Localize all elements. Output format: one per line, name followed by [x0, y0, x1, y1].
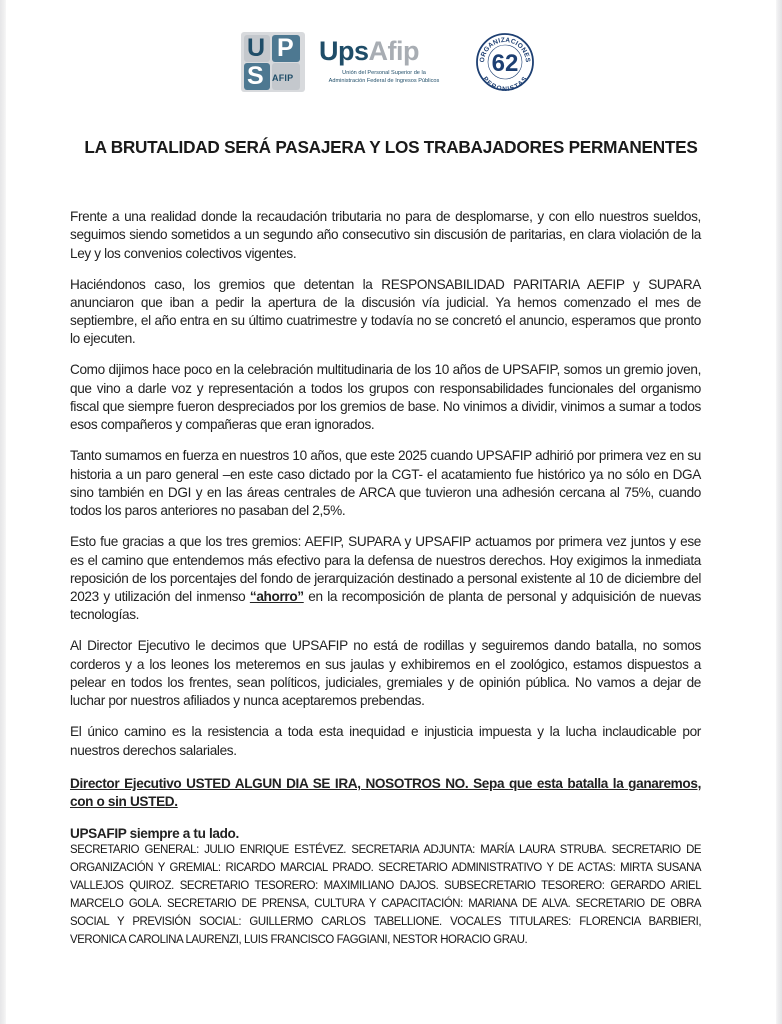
- organizaciones-62-seal-logo: [475, 32, 535, 92]
- seal-bottom-text: PERONISTAS: [481, 75, 529, 92]
- emphasis-ahorro: “ahorro”: [249, 589, 304, 605]
- paragraph-3: Como dijimos hace poco en la celebración multitudinaria de los 10 años de UPSAFIP, somos un gremio joven, que vino a darle voz y representación a todos los grupos con responsabilidades funcionales del organismo fiscal que siempre fueron despreciados por los gremios de base. No vinimos a dividir, vinimos a sumar a todos esos compañeros y compañeras que eran ignorados.: [70, 362, 701, 433]
- logo-letter-s: S: [247, 62, 264, 90]
- signoff: UPSAFIP siempre a tu lado.: [70, 826, 239, 842]
- header-logos: [241, 32, 536, 94]
- paragraph-4: Tanto sumamos en fuerza en nuestros 10 años, que este 2025 cuando UPSAFIP adhirió por primera vez en su historia a un paro general –en este caso dictado por la CGT- el acatamiento fue histórico ya no sólo en DGA sino también en DGI y en las áreas centrales de ARCA que tuvieron una adhesión cercana al 75%, cuando todos los paros anteriores no pasaban del 2,5%.: [70, 448, 701, 519]
- paragraph-6: Al Director Ejecutivo le decimos que UPSAFIP no está de rodillas y seguiremos dando batalla, no somos corderos y a los leones los meteremos en sus jaulas y exhibiremos en el zoológico, estamos dispuestos a pelear en todos los frentes, sean políticos, judiciales, gremiales y de opinión pública. No vamos a dejar de luchar por nuestros afiliados y nunca aceptaremos prebendas.: [70, 638, 701, 709]
- paragraph-1: Frente a una realidad donde la recaudación tributaria no para de desplomarse, y con ello nuestros sueldos, seguimos siendo sometidos a un segundo año consecutivo sin discusión de paritarias, en clara violación de la Ley y los convenios colectivos vigentes.: [70, 209, 701, 261]
- paragraph-7: El único camino es la resistencia a toda esta inequidad e injusticia impuesta y la lucha inclaudicable por nuestros derechos salariales.: [70, 724, 701, 758]
- seal-top-text: ORGANIZACIONES: [478, 36, 532, 63]
- ups-afip-square-logo: [241, 32, 305, 92]
- logo-letter-p: P: [277, 34, 294, 62]
- upsafip-wordmark-logo: [319, 38, 459, 85]
- paragraph-2: Haciéndonos caso, los gremios que detentan la RESPONSABILIDAD PARITARIA AEFIP y SUPARA anunciaron que iban a pedir la apertura de la discusión vía judicial. Ya hemos comenzado el mes de septiembre, el año entra en su último cuatrimestre y todavía no se concretó el anuncio, esperamos que pronto lo ejecuten.: [70, 276, 701, 347]
- closing-statement: Director Ejecutivo USTED ALGUN DIA SE IRA, NOSOTROS NO. Sepa que esta batalla la ganaremos, con o sin USTED.: [70, 775, 701, 810]
- paragraph-5: Esto fue gracias a que los tres gremios: AEFIP, SUPARA y UPSAFIP actuamos por primera vez juntos y ese es el camino que entendemos más efectivo para la defensa de nuestros derechos. Hoy exigimos la inmediata reposición de los porcentajes del fondo de jerarquización destinado a personal existente al 10 de diciembre del 2023 y utilización del inmenso “ahorro” en la recomposición de planta de personal y adquisición de nuevas tecnologías.: [70, 534, 701, 623]
- seal-number: 62: [491, 50, 519, 77]
- wordmark-subtitle: Unión del Personal Superior de la Administración Federal de Ingresos Públicos: [328, 70, 440, 84]
- wordmark-afip: Afip: [368, 36, 419, 66]
- document-body: [70, 208, 701, 844]
- logo-afip-label: AFIP: [272, 73, 294, 83]
- authorities-list: SECRETARIO GENERAL: JULIO ENRIQUE ESTÉVEZ. SECRETARIA ADJUNTA: MARÍA LAURA STRUBA. SECRETARIO DE ORGANIZACIÓN Y GREMIAL: RICARDO MARCIAL PRADO. SECRETARIO ADMINISTRATIVO Y DE ACTAS: MIRTA SUSANA VALLEJOS QUIROZ. SECRETARIO TESORERO: MAXIMILIANO DAJOS. SUBSECRETARIO TESORERO: GERARDO ARIEL MARCELO GOLA. SECRETARIO DE PRENSA, CULTURA Y CAPACITACIÓN: MARIANA DE ALVA. SECRETARIO DE OBRA SOCIAL Y PREVISIÓN SOCIAL: GUILLERMO CARLOS TABELLIONE. VOCALES TITULARES: FLORENCIA BARBIERI, VERONICA CAROLINA LAURENZI, LUIS FRANCISCO FAGGIANI, NESTOR HORACIO GRAU.: [70, 842, 702, 947]
- logo-letter-u: U: [247, 34, 266, 62]
- document-title: LA BRUTALIDAD SERÁ PASAJERA Y LOS TRABAJADORES PERMANENTES: [84, 137, 698, 157]
- wordmark-ups: Ups: [319, 36, 369, 66]
